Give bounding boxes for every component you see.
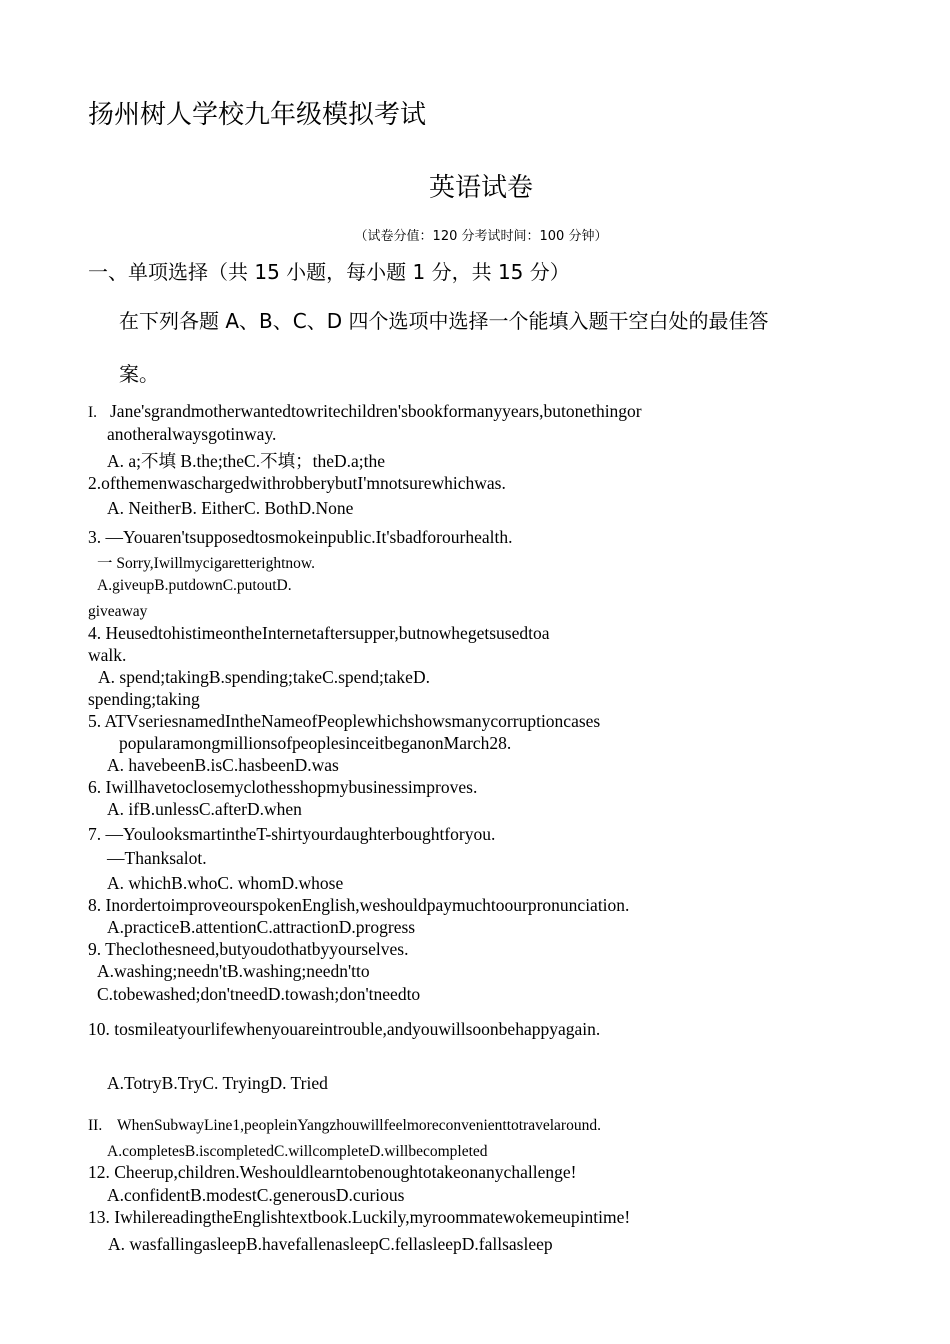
paper-info: （试卷分值：120 分考试时间：100 分钟） — [354, 229, 608, 244]
question-9-options-continued: C.tobewashed;don'tneedD.towash;don'tneedto — [97, 984, 421, 1004]
question-5-options: A. havebeenB.isC.hasbeenD.was — [107, 755, 339, 775]
question-9-stem: 9. Theclothesneed,butyoudothatbyyourselves. — [88, 939, 409, 959]
question-5-stem-continued: popularamongmillionsofpeoplesinceitbeganonMarch28. — [119, 733, 512, 753]
question-8-options: A.practiceB.attentionC.attractionD.progress — [107, 917, 416, 937]
question-3-stem: 3. —Youaren'tsupposedtosmokeinpublic.It'sbadforourhealth. — [88, 527, 513, 547]
question-11-number: II. — [88, 1117, 103, 1134]
question-1-stem-continued: anotheralwaysgotinway. — [107, 424, 277, 444]
question-1-options: A. a;不填 B.the;theC.不填；theD.a;the — [107, 451, 386, 471]
section-heading: 一、单项选择（共 15 小题，每小题 1 分，共 15 分） — [88, 260, 570, 284]
question-2-stem: 2.ofthemenwaschargedwithrobberybutI'mnotsurewhichwas. — [88, 473, 506, 493]
question-6-options: A. ifB.unlessC.afterD.when — [107, 799, 302, 819]
question-10-options: A.TotryB.TryC. TryingD. Tried — [107, 1073, 328, 1093]
question-9-options: A.washing;needn'tB.washing;needn'tto — [97, 961, 370, 981]
question-7-options: A. whichB.whoC. whomD.whose — [107, 873, 344, 893]
section-instruction-continued: 案。 — [119, 362, 159, 386]
question-11-stem: WhenSubwayLine1,peopleinYangzhouwillfeelmoreconvenienttotravelaround. — [117, 1117, 601, 1134]
question-3-options-continued: giveaway — [88, 603, 148, 620]
question-8-stem: 8. InordertoimproveourspokenEnglish,weshouldpaymuchtoourpronunciation. — [88, 895, 630, 915]
question-7-reply: —Thanksalot. — [107, 848, 207, 868]
question-12-options: A.confidentB.modestC.generousD.curious — [107, 1185, 405, 1205]
question-4-options-continued: spending;taking — [88, 689, 200, 709]
question-13-options: A. wasfallingasleepB.havefallenasleepC.fellasleepD.fallsasleep — [108, 1234, 553, 1254]
question-3-dialogue: 一 Sorry,Iwillmycigaretterightnow. — [97, 555, 315, 572]
question-11-options: A.completesB.iscompletedC.willcompleteD.willbecompleted — [107, 1143, 488, 1160]
question-4-stem-continued: walk. — [88, 645, 127, 665]
question-4-options: A. spend;takingB.spending;takeC.spend;takeD. — [98, 667, 430, 687]
question-7-stem: 7. —YoulooksmartintheT-shirtyourdaughterboughtforyou. — [88, 824, 496, 844]
question-2-options: A. NeitherB. EitherC. BothD.None — [107, 498, 354, 518]
paper-title: 英语试卷 — [428, 173, 533, 203]
question-12-stem: 12. Cheerup,children.Weshouldlearntobenoughtotakeonanychallenge! — [88, 1162, 577, 1182]
question-6-stem: 6. Iwillhavetoclosemyclothesshopmybusinessimproves. — [88, 777, 478, 797]
question-3-options: A.giveupB.putdownC.putoutD. — [97, 577, 292, 594]
question-5-stem: 5. ATVseriesnamedIntheNameofPeoplewhichshowsmanycorruptioncases — [88, 711, 601, 731]
question-4-stem: 4. HeusedtohistimeontheInternetaftersupper,butnowhegetsusedtoa — [88, 623, 550, 643]
question-13-stem: 13. IwhilereadingtheEnglishtextbook.Luckily,myroommatewokemeupintime! — [88, 1207, 631, 1227]
section-instruction: 在下列各题 A、B、C、D 四个选项中选择一个能填入题干空白处的最佳答 — [119, 309, 769, 333]
question-10-stem: 10. tosmileatyourlifewhenyouareintrouble,andyouwillsoonbehappyagain. — [88, 1019, 601, 1039]
question-1-stem: Jane'sgrandmotherwantedtowritechildren'sbookformanyyears,butonethingor — [110, 401, 642, 421]
question-1-number: I. — [88, 404, 98, 421]
school-title: 扬州树人学校九年级模拟考试 — [88, 100, 427, 130]
